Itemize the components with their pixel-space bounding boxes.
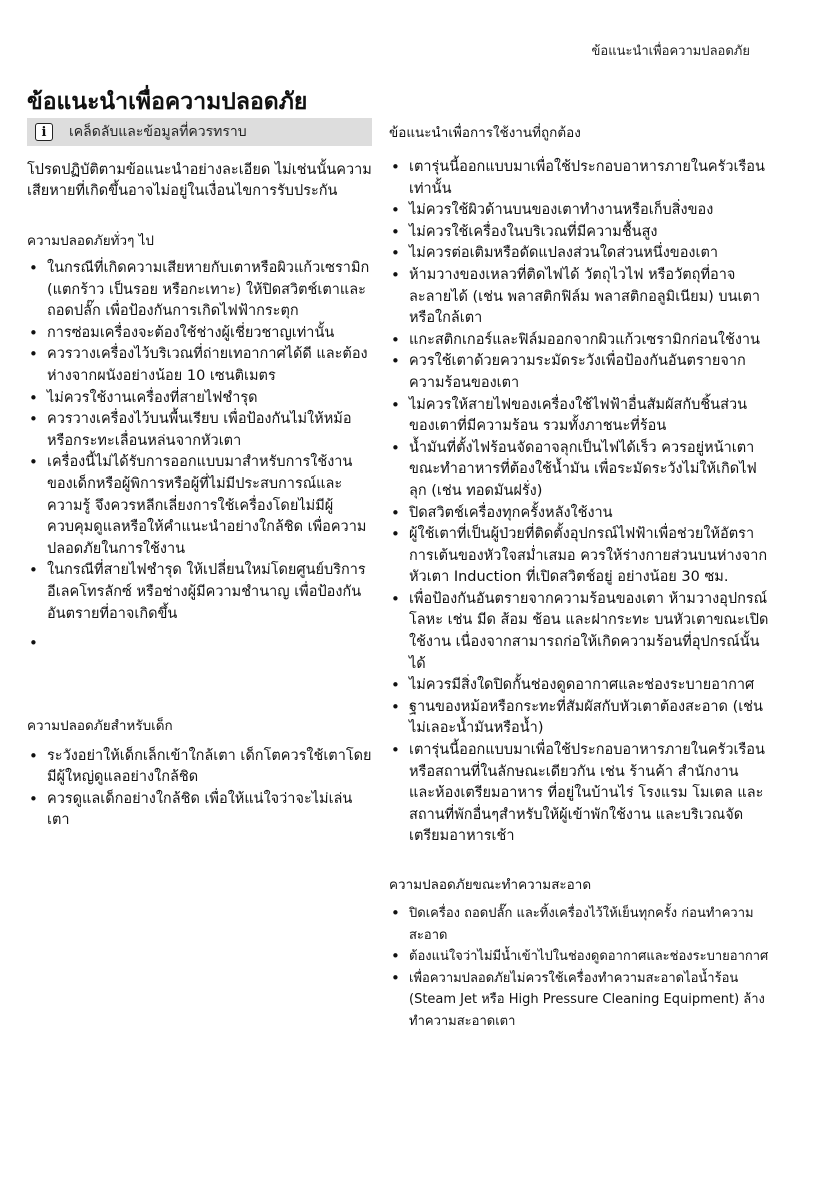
list-item: • เพื่อป้องกันอันตรายจากความร้อนของเตา ห้ามวางอุปกรณ์โลหะ เช่น มีด ส้อม ช้อน และฝากระทะ บนหัวเตาขณะเปิดใช้งาน เนื่องจากสามารถก่อให้เกิดความร้อนที่อุปกรณ์นั้นได้ [389,589,769,675]
list-item: • เตารุ่นนี้ออกแบบมาเพื่อใช้ประกอบอาหารภายในครัวเรือนเท่านั้น [389,157,769,200]
list-item: • ไม่ควรมีสิ่งใดปิดกั้นช่องดูดอากาศและช่องระบายอากาศ [389,675,769,697]
list-item: • ฐานของหม้อหรือกระทะที่สัมผัสกับหัวเตาต้องสะอาด (เช่นไม่เลอะน้ำมันหรือน้ำ) [389,697,769,740]
child-safety-heading: ความปลอดภัยสำหรับเด็ก [27,717,173,734]
list-item: • ในกรณีที่สายไฟชำรุด ให้เปลี่ยนใหม่โดยศูนย์บริการอีเลคโทรลักซ์ หรือช่างผู้มีความชำนาญ เพื่อป้องกันอันตรายที่อาจเกิดขึ้น [27,560,372,625]
general-safety-heading: ความปลอดภัยทั่วๆ ไป [27,233,154,249]
list-item: • ในกรณีที่เกิดความเสียหายกับเตาหรือผิวแก้วเซรามิก (แตกร้าว เป็นรอย หรือกะเทาะ) ให้ปิดสวิตช์เตาและถอดปลั๊ก เพื่อป้องกันการเกิดไฟฟ้ากระตุก [27,258,372,323]
intro-text: โปรดปฏิบัติตามข้อแนะนำอย่างละเอียด ไม่เช่นนั้นความเสียหายที่เกิดขึ้นอาจไม่อยู่ในเงื่อนไขการรับประกัน [27,162,372,199]
list-item: • เครื่องนี้ไม่ได้รับการออกแบบมาสำหรับการใช้งานของเด็กหรือผู้พิการหรือผู้ที่ไม่มีประสบการณ์และความรู้ จึงควรหลีกเลี่ยงการใช้เครื่องโดยไม่มีผู้ควบคุมดูแลหรือให้คำแนะนำอย่างใกล้ชิด เพื่อความปลอดภัยในการใช้งาน [27,452,372,560]
list-item: • ควรวางเครื่องไว้บนพื้นเรียบ เพื่อป้องกันไม่ให้หม้อหรือกระทะเลื่อนหล่นจากหัวเตา [27,409,372,452]
list-item: • เตารุ่นนี้ออกแบบมาเพื่อใช้ประกอบอาหารภายในครัวเรือนหรือสถานที่ในลักษณะเดียวกัน เช่น ร้านค้า สำนักงาน และห้องเตรียมอาหาร ที่อยู่ในบ้านไร่ โรงแรม โมเตล และสถานที่พักอื่นๆสำหรับให้ผู้เข้าพักใช้งาน และบริเวณจัดเตรียมอาหารเช้า [389,740,769,848]
usage-heading: ข้อแนะนำเพื่อการใช้งานที่ถูกต้อง [389,125,581,141]
list-item: • การซ่อมเครื่องจะต้องใช้ช่างผู้เชี่ยวชาญเท่านั้น [27,323,372,345]
tip-box-label: เคล็ดลับและข้อมูลที่ควรทราบ [69,124,247,140]
list-item: • ต้องแน่ใจว่าไม่มีน้ำเข้าไปในช่องดูดอากาศและช่องระบายอากาศ [389,946,769,968]
general-safety-list [27,258,372,655]
left-column [27,118,372,832]
page-title: ข้อแนะนำเพื่อความปลอดภัย [27,89,308,115]
list-item: • ควรวางเครื่องไว้บริเวณที่ถ่ายเทอากาศได้ดี และต้องห่างจากผนังอย่างน้อย 10 เซนติเมตร [27,344,372,387]
list-item: • ไม่ควรใช้งานเครื่องที่สายไฟชำรุด [27,388,372,410]
list-item: • ห้ามวางของเหลวที่ติดไฟได้ วัตถุไวไฟ หรือวัตถุที่อาจละลายได้ (เช่น พลาสติกฟิล์ม พลาสติกอลูมิเนียม) บนเตาหรือใกล้เตา [389,265,769,330]
cleaning-safety-list [389,903,769,1033]
list-item: • ควรดูแลเด็กอย่างใกล้ชิด เพื่อให้แน่ใจว่าจะไม่เล่นเตา [27,789,372,832]
list-item: • ปิดเครื่อง ถอดปลั๊ก และทิ้งเครื่องไว้ให้เย็นทุกครั้ง ก่อนทำความสะอาด [389,903,769,946]
usage-list [389,157,769,848]
list-item: • ผู้ใช้เตาที่เป็นผู้ป่วยที่ติดตั้งอุปกรณ์ไฟฟ้าเพื่อช่วยให้อัตราการเต้นของหัวใจสม่ำเสมอ ควรให้ร่างกายส่วนบนห่างจากหัวเตา Induction ที่เปิดสวิตช์อยู่ อย่างน้อย 30 ซม. [389,524,769,589]
list-item: • แกะสติกเกอร์และฟิล์มออกจากผิวแก้วเซรามิกก่อนใช้งาน [389,330,769,352]
child-safety-list [27,746,372,832]
list-item: • ปิดสวิตช์เครื่องทุกครั้งหลังใช้งาน [389,503,769,525]
list-item: • ระวังอย่าให้เด็กเล็กเข้าใกล้เตา เด็กโตควรใช้เตาโดยมีผู้ใหญ่ดูแลอย่างใกล้ชิด [27,746,372,789]
list-item: • ไม่ควรใช้ผิวด้านบนของเตาทำงานหรือเก็บสิ่งของ [389,200,769,222]
list-item: • ไม่ควรให้สายไฟของเครื่องใช้ไฟฟ้าอื่นสัมผัสกับชิ้นส่วนของเตาที่มีความร้อน รวมทั้งภาชนะที่ร้อน [389,395,769,438]
list-item: • ไม่ควรใช้เครื่องในบริเวณที่มีความชื้นสูง [389,222,769,244]
list-item: • ไม่ควรต่อเติมหรือดัดแปลงส่วนใดส่วนหนึ่งของเตา [389,243,769,265]
tip-box [27,118,372,146]
list-item: • เพื่อความปลอดภัยไม่ควรใช้เครื่องทำความสะอาดไอน้ำร้อน (Steam Jet หรือ High Pressure Cleaning Equipment) ล้างทำความสะอาดเตา [389,968,769,1033]
list-item: • น้ำมันที่ตั้งไฟร้อนจัดอาจลุกเป็นไฟได้เร็ว ควรอยู่หน้าเตาขณะทำอาหารที่ต้องใช้น้ำมัน เพื่อระมัดระวังไม่ให้เกิดไฟลุก (เช่น ทอดมันฝรั่ง) [389,438,769,503]
info-icon: i [35,123,53,141]
cleaning-safety-heading: ความปลอดภัยขณะทำความสะอาด [389,877,592,893]
running-header: ข้อแนะนำเพื่อความปลอดภัย [591,44,750,59]
right-column [389,118,769,1033]
list-item-empty [27,633,372,655]
list-item: • ควรใช้เตาด้วยความระมัดระวังเพื่อป้องกันอันตรายจากความร้อนของเตา [389,351,769,394]
